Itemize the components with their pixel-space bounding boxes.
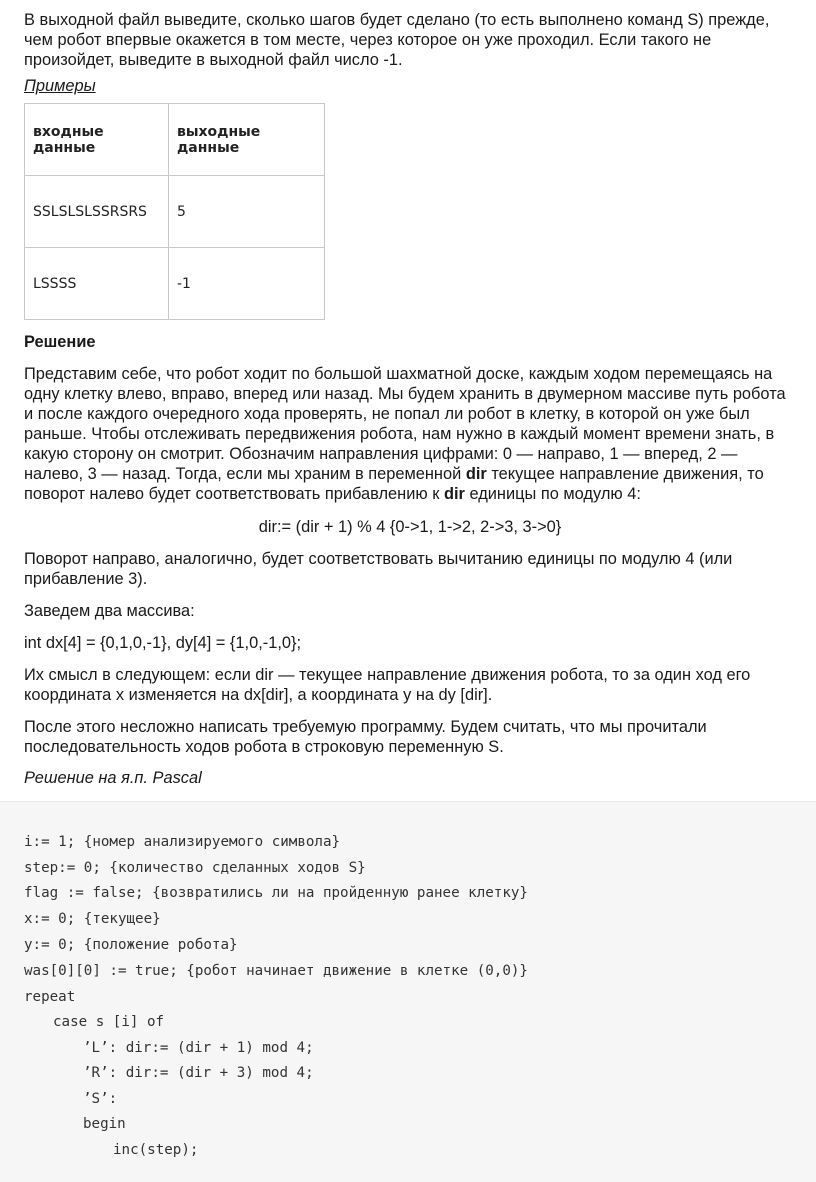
code-line: inc(step); — [113, 1142, 199, 1158]
solution-paragraph-6: После этого несложно написать требуемую программу. Будем считать, что мы прочитали последовательность ходов робота в строковую переменную S. — [24, 718, 707, 756]
solution-paragraph-2: Поворот направо, аналогично, будет соответствовать вычитанию единицы по модулю 4 (или прибавление 3). — [24, 550, 733, 588]
document-page — [24, 10, 796, 788]
code-line: ’L’: dir:= (dir + 1) mod 4; — [83, 1040, 314, 1056]
solution-paragraph-5: Их смысл в следующем: если dir — текущее направление движения робота, то за один ход его координата x изменяется на dx[dir], а координата y на dy [dir]. — [24, 666, 751, 704]
code-line: ’R’: dir:= (dir + 3) mod 4; — [83, 1065, 314, 1081]
header-input: входные данные — [25, 104, 169, 176]
code-line: ’S’: — [83, 1091, 118, 1107]
example-input: SSLSLSLSSRSRS — [25, 176, 169, 248]
dir-variable: dir — [443, 485, 465, 503]
table-row — [25, 176, 325, 248]
example-output: 5 — [169, 176, 325, 248]
code-block — [0, 801, 816, 1182]
code-line: i:= 1; {номер анализируемого символа} — [24, 834, 341, 850]
example-input: LSSSS — [25, 248, 169, 320]
task-output-description: В выходной файл выведите, сколько шагов будет сделано (то есть выполнено команд S) прежде, чем робот впервые окажется в том месте, через которое он уже проходил. Если такого не произойдет, выведите в выходной файл число -1. — [24, 11, 770, 69]
solution-heading: Решение — [24, 333, 96, 351]
code-line: step:= 0; {количество сделанных ходов S} — [24, 860, 366, 876]
pascal-solution-label: Решение на я.п. Pascal — [24, 769, 202, 787]
header-output: выходные данные — [169, 104, 325, 176]
code-line: begin — [83, 1116, 126, 1132]
code-line: flag := false; {возвратились ли на пройденную ранее клетку} — [24, 885, 528, 901]
code-line: repeat — [24, 989, 76, 1005]
table-row — [25, 248, 325, 320]
table-header-row — [25, 104, 325, 176]
examples-label: Примеры — [24, 77, 96, 95]
arrays-declaration: int dx[4] = {0,1,0,-1}, dy[4] = {1,0,-1,0}; — [24, 634, 302, 652]
code-line: was[0][0] := true; {робот начинает движение в клетке (0,0)} — [24, 963, 528, 979]
code-line: case s [i] of — [53, 1014, 165, 1030]
code-line: y:= 0; {положение робота} — [24, 937, 238, 953]
formula: dir:= (dir + 1) % 4 {0->1, 1->2, 2->3, 3->0} — [258, 518, 562, 536]
solution-paragraph-1: Представим себе, что робот ходит по большой шахматной доске, каждым ходом перемещаясь на одну клетку влево, вправо, вперед или назад. Мы будем хранить в двумерном массиве путь робота и после каждого очередного хода проверять, не попал ли робот в клетку, в которой он уже был раньше. Чтобы отслеживать передвижения робота, нам нужно в каждый момент времени знать, в какую сторону он смотрит. Обозначим направления цифрами: 0 — направо, 1 — вперед, 2 — налево, 3 — назад. Тогда, если мы храним в переменной dir текущее направление движения, то поворот налево будет соответствовать прибавлению к dir единицы по модулю 4: — [24, 365, 786, 503]
examples-table — [24, 103, 325, 320]
code-line: x:= 0; {текущее} — [24, 911, 161, 927]
example-output: -1 — [169, 248, 325, 320]
solution-paragraph-3: Заведем два массива: — [24, 602, 195, 620]
dir-variable: dir — [465, 465, 487, 483]
